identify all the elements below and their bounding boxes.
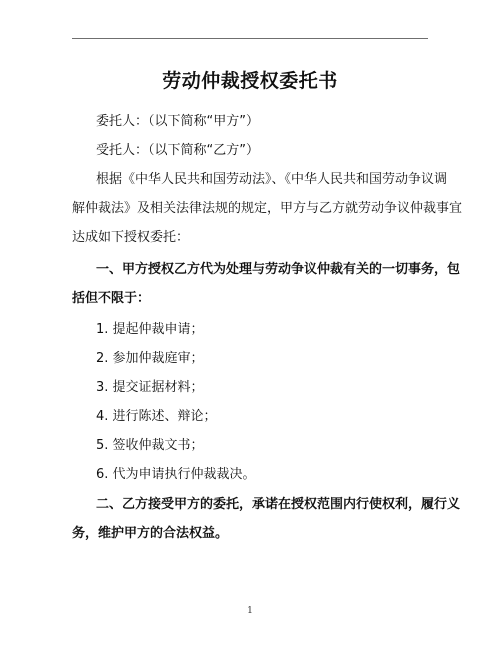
agent-line: 受托人：（以下简称“乙方”）	[96, 143, 259, 158]
intro-line: 达成如下授权委托：	[72, 230, 190, 245]
intro-line: 根据《中华人民共和国劳动法》、《中华人民共和国劳动争议调	[96, 172, 448, 187]
list-item: 5. 签收仲裁文书；	[96, 438, 204, 453]
list-item: 4. 进行陈述、辩论；	[96, 409, 217, 424]
section1-heading: 一、甲方授权乙方代为处理与劳动争议仲裁有关的一切事务，包	[96, 262, 461, 277]
section2-heading: 二、乙方接受甲方的委托，承诺在授权范围内行使权利，履行义	[96, 497, 461, 512]
section2-heading: 务，维护甲方的合法权益。	[72, 526, 229, 541]
header-rule	[72, 38, 428, 39]
principal-line: 委托人：（以下简称“甲方”）	[96, 114, 259, 129]
page-number: 1	[247, 606, 253, 616]
list-item: 3. 提交证据材料；	[96, 380, 204, 395]
document-title: 劳动仲裁授权委托书	[162, 70, 338, 92]
section1-heading: 括但不限于：	[72, 291, 151, 306]
list-item: 1. 提起仲裁申请；	[96, 322, 204, 337]
intro-line: 解仲裁法》及相关法律法规的规定，甲方与乙方就劳动争议仲裁事宜	[72, 201, 463, 216]
list-item: 2. 参加仲裁庭审；	[96, 351, 204, 366]
list-item: 6. 代为申请执行仲裁裁决。	[96, 467, 256, 482]
